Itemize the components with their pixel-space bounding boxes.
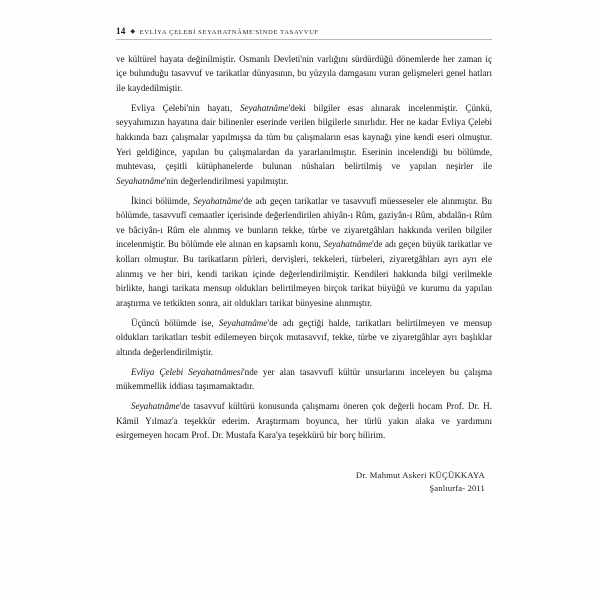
italic-title-run: Evliya Çelebi Seyahatnâmesi xyxy=(131,366,244,377)
place-and-date: Şanlıurfa- 2011 xyxy=(429,483,485,493)
paragraph-p2-evliya-celebi-hayati xyxy=(116,101,492,189)
paragraph-p6-tesekkur xyxy=(116,399,492,443)
text-run: İkinci bölümde, xyxy=(131,195,194,206)
text-run: 'de adı geçtiği halde, tarikatları belirtilmeyen ve mensup oldukları tarikatları tesbit edilemeyen birçok mutasavvıf, tekke, türbe ve ziyaretgâhlar ayrı başlıklar altında değerlendirilmiştir. xyxy=(116,317,492,357)
italic-title-run: Seyahatnâme xyxy=(116,175,165,186)
text-run: ve kültürel hayata değinilmiştir. Osmanlı Devleti'nin varlığını sürdürdüğü dönemlerde her zaman iç içe bulunduğu tasavvuf ve tarikatlar dünyasının, bu yüzyıla damgasını vuran gelişmeleri genel hatları ile kaydedilmiştir. xyxy=(116,53,492,93)
paragraph-p5-mukemmellik-iddiasi xyxy=(116,365,492,394)
italic-title-run: Seyahatnâme xyxy=(131,400,180,411)
text-run: 'de adı geçen büyük tarikatlar ve kolları olmuştur. Bu tarikatların pîrleri, dervişleri, tekkeleri, türbeleri, ziyaretgâhları ayrı ayrı ele alınmış ve her biri, kendi tarikatı içinde değerlendirilmiştir. Kendileri hakkında bilgi verilmekle birlikte, hangi tarikata mensup oldukları belirtilmeyen birçok tarikat büyüğü ve kurumu da yapılan araştırma ve tetkikten sonra, ait oldukları tarikat bünyesine alınmıştır. xyxy=(116,239,492,308)
italic-title-run: Seyahatnâme xyxy=(218,317,268,328)
author-name: Dr. Mahmut Askeri KÜÇÜKKAYA xyxy=(355,469,485,480)
paragraph-p1-kulturel-hayat xyxy=(116,52,492,96)
text-run: Evliya Çelebi'nin hayatı, xyxy=(131,102,240,113)
body-text xyxy=(116,52,492,443)
italic-title-run: Seyahatnâme xyxy=(239,102,289,113)
italic-title-run: Seyahatnâme xyxy=(193,195,242,206)
text-run: 'deki bilgiler esas alınarak incelenmiştir. Çünkü, seyyahımızın hayatına dair bilinenler eserinde verilen bilgilerle sınırlıdır. Her ne kadar Evliya Çelebi hakkında bazı çalışmalar yapılmışsa da tüm bu çalışmaların esas kaynağı yine kendi eseri olmuştur. Yeri geldiğince, yapılan bu çalışmalardan da yararlanılmıştır. Eserinin incelendiği bu bölümde, muhtevası, çeşitli kütüphanelerde bulunan nüshaları belirtilmiş ve yapılan neşirler ile xyxy=(116,102,492,172)
page-number: 14 xyxy=(116,26,126,36)
paragraph-p3-ikinci-bolum xyxy=(116,194,492,311)
running-head xyxy=(116,26,492,40)
diamond-bullet-icon: ◆ xyxy=(130,27,136,35)
italic-title-run: Seyahatnâme xyxy=(323,239,373,250)
running-head-title: EVLİYA ÇELEBİ SEYAHATNÂME'SİNDE TASAVVUF xyxy=(139,29,319,36)
text-run: 'de adı geçen tarikatlar ve tasavvufî müesseseler ele alınmıştır. Bu bölümde, tasavvufî cemaatler içerisinde değerlendirilen ahiyân-ı Rûm, gaziyân-ı Rûm, abdalân-ı Rûm ve bâciyân-ı Rûm ele alınmış ve bunların tekke, türbe ve ziyaretgâhları hakkında verilen bilgiler incelenmiştir. Bu bölümde ele alınan en kapsamlı konu, xyxy=(116,195,492,250)
text-run: 'de tasavvuf kültürü konusunda çalışmamı öneren çok değerli hocam Prof. Dr. H. Kâmil Yılmaz'a teşekkür ederim. Araştırmam boyunca, her türlü yakın alaka ve yardımını esirgemeyen hocam Prof. Dr. Mustafa Kara'ya teşekkürü bir borç bilirim. xyxy=(116,400,492,441)
paragraph-p4-ucuncu-bolum xyxy=(116,316,492,360)
text-run: Üçüncü bölümde ise, xyxy=(131,317,219,328)
text-run: 'nin değerlendirilmesi yapılmıştır. xyxy=(164,175,289,186)
text-run: 'nde yer alan tasavvufî kültür unsurlarını inceleyen bu çalışma mükemmellik iddiası taşımamaktadır. xyxy=(116,366,492,392)
signature-block xyxy=(116,469,492,495)
